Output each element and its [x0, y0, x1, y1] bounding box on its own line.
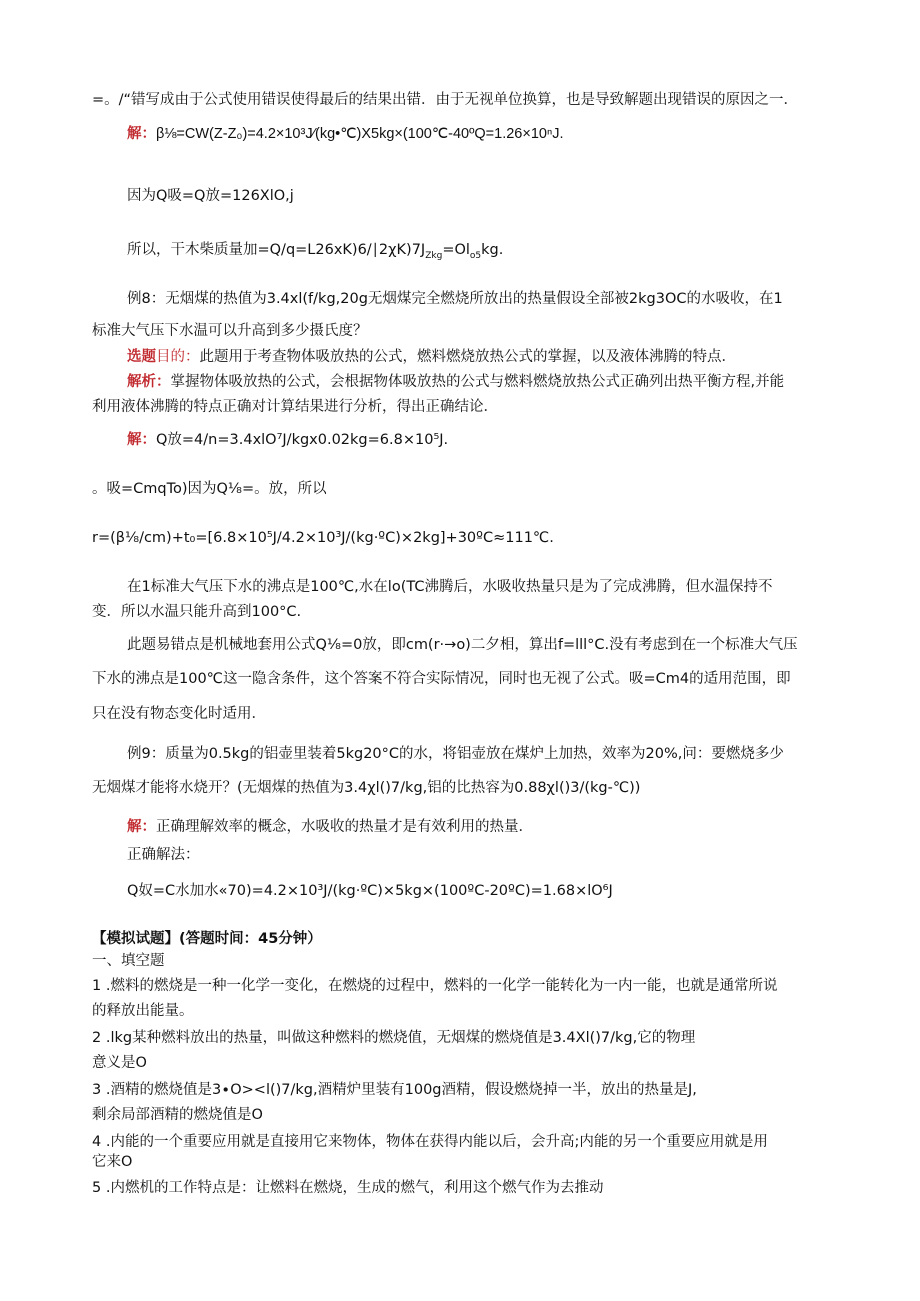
solution-8 — [127, 430, 448, 450]
mass-result-line — [127, 240, 503, 266]
example-8-line-1: 例8：无烟煤的热值为3.4xl(f∕kg,20g无烟煤完全燃烧所放出的热量假设全部被2kg3OC的水吸收，在1 — [127, 291, 783, 307]
correct-method-label: 正确解法： — [127, 847, 200, 863]
boiling-para-line-2: 变．所以水温只能升高到100°C. — [92, 604, 302, 620]
section-fill-in: 一、填空题 — [92, 953, 165, 969]
boiling-para-line-1: 在1标准大气压下水的沸点是100℃,水在lo(TC沸腾后，水吸收热量只是为了完成沸腾，但水温保持不 — [127, 579, 773, 595]
solution-9-text: 正确理解效率的概念，水吸收的热量才是有效利用的热量． — [156, 819, 533, 835]
solution-label: 解： — [127, 126, 156, 142]
purpose-label: 选题 — [127, 349, 156, 365]
error-para-line-3: 只在没有物态变化时适用． — [92, 706, 266, 722]
question-2-line-2: 意义是O — [92, 1055, 147, 1071]
example-9-line-2: 无烟煤才能将水烧开？(无烟煤的热值为3.4χl()7∕kg,铝的比热容为0.88χl()3∕(kg-℃)) — [92, 780, 641, 796]
question-3-line-1: 3 .酒精的燃烧值是3∙O><l()7∕kg,酒精炉里装有100g酒精，假设燃烧掉一半，放出的热量是J, — [92, 1082, 697, 1098]
intro-line: =。/“错写成由于公式使用错误使得最后的结果出错．由于无视单位换算，也是导致解题出现错误的原因之一． — [92, 92, 799, 108]
mass-tail: =Ol — [442, 242, 470, 258]
solution-9-label: 解： — [127, 819, 156, 835]
solution-1 — [127, 124, 564, 144]
purpose-line — [127, 347, 736, 367]
heat-balance-line: 因为Q吸=Q放=126XlO,j — [127, 188, 294, 204]
mass-formula: 所以，干木柴质量加=Q∕q=L26xK)6∕∣2χK)7J — [127, 242, 426, 258]
question-5-line-1: 5 .内燃机的工作特点是：让燃料在燃烧，生成的燃气，利用这个燃气作为去推动 — [92, 1180, 604, 1196]
error-para-line-1: 此题易错点是机械地套用公式Q⅛=0放，即cm(r·→o)二夕相，算出f=lll°C.没有考虑到在一个标准大气压 — [127, 637, 798, 653]
example-8-line-2: 标准大气压下水温可以升高到多少摄氏度？ — [92, 323, 368, 339]
solution-9 — [127, 817, 533, 837]
solution-formula: β⅛=CW(Z-Z₀)=4.2×10³J∕(kg•℃)X5kg×(100℃-40ºQ=1.26×10ⁿJ. — [156, 126, 564, 142]
mass-end: kg. — [481, 242, 504, 258]
question-4-line-1: 4 .内能的一个重要应用就是直接用它来物体，物体在获得内能以后，会升高;内能的另一个重要应用就是用 — [92, 1134, 768, 1150]
analysis-label: 解析： — [127, 374, 171, 390]
analysis-line-2: 利用液体沸腾的特点正确对计算结果进行分析，得出正确结论． — [92, 399, 498, 415]
heat-calculation-line: Q奴=C水加水«70)=4.2×10³J∕(kg·ºC)×5kg×(100ºC-20ºC)=1.68×lO⁶J — [127, 883, 613, 899]
analysis-line-1 — [127, 372, 784, 392]
question-1-line-1: 1 .燃料的燃烧是一种一化学一变化，在燃烧的过程中，燃料的一化学一能转化为一内一能，也就是通常所说 — [92, 978, 778, 994]
question-2-line-1: 2 .lkg某种燃料放出的热量，叫做这种燃料的燃烧值，无烟煤的燃烧值是3.4Xl()7∕kg,它的物理 — [92, 1030, 696, 1046]
question-4-line-2: 它来O — [92, 1154, 133, 1170]
mass-sub2: o5 — [469, 250, 482, 261]
mock-test-title: 【模拟试题】(答题时间：45分钟） — [92, 931, 322, 947]
question-3-line-2: 剩余局部酒精的燃烧值是O — [92, 1107, 263, 1123]
example-9-line-1: 例9：质量为0.5kg的铝壶里装着5kg20°C的水，将铝壶放在煤炉上加热，效率为20%,问：要燃烧多少 — [127, 746, 784, 762]
purpose-label-2: 目的： — [156, 349, 200, 365]
question-1-line-2: 的释放出能量。 — [92, 1003, 194, 1019]
solution-8-label: 解： — [127, 432, 156, 448]
analysis-text: 掌握物体吸放热的公式，会根据物体吸放热的公式与燃料燃烧放热公式正确列出热平衡方程,并能 — [170, 374, 785, 390]
absorb-line: 。吸=CmqTo)因为Q⅛=。放，所以 — [92, 481, 327, 497]
purpose-text: 此题用于考查物体吸放热的公式，燃料燃烧放热公式的掌握，以及液体沸腾的特点． — [199, 349, 736, 365]
error-para-line-2: 下水的沸点是100℃这一隐含条件，这个答案不符合实际情况，同时也无视了公式。吸=Cm4的适用范围，即 — [92, 671, 791, 687]
temperature-formula: r=(β⅛∕cm)+t₀=[6.8×10⁵J∕4.2×10³J∕(kg·ºC)×2kg]+30ºC≈111℃. — [92, 530, 554, 546]
solution-8-formula: Q放=4∕n=3.4xlO⁷J∕kgx0.02kg=6.8×10⁵J. — [156, 432, 449, 448]
mass-sub: Zkg — [425, 250, 443, 261]
